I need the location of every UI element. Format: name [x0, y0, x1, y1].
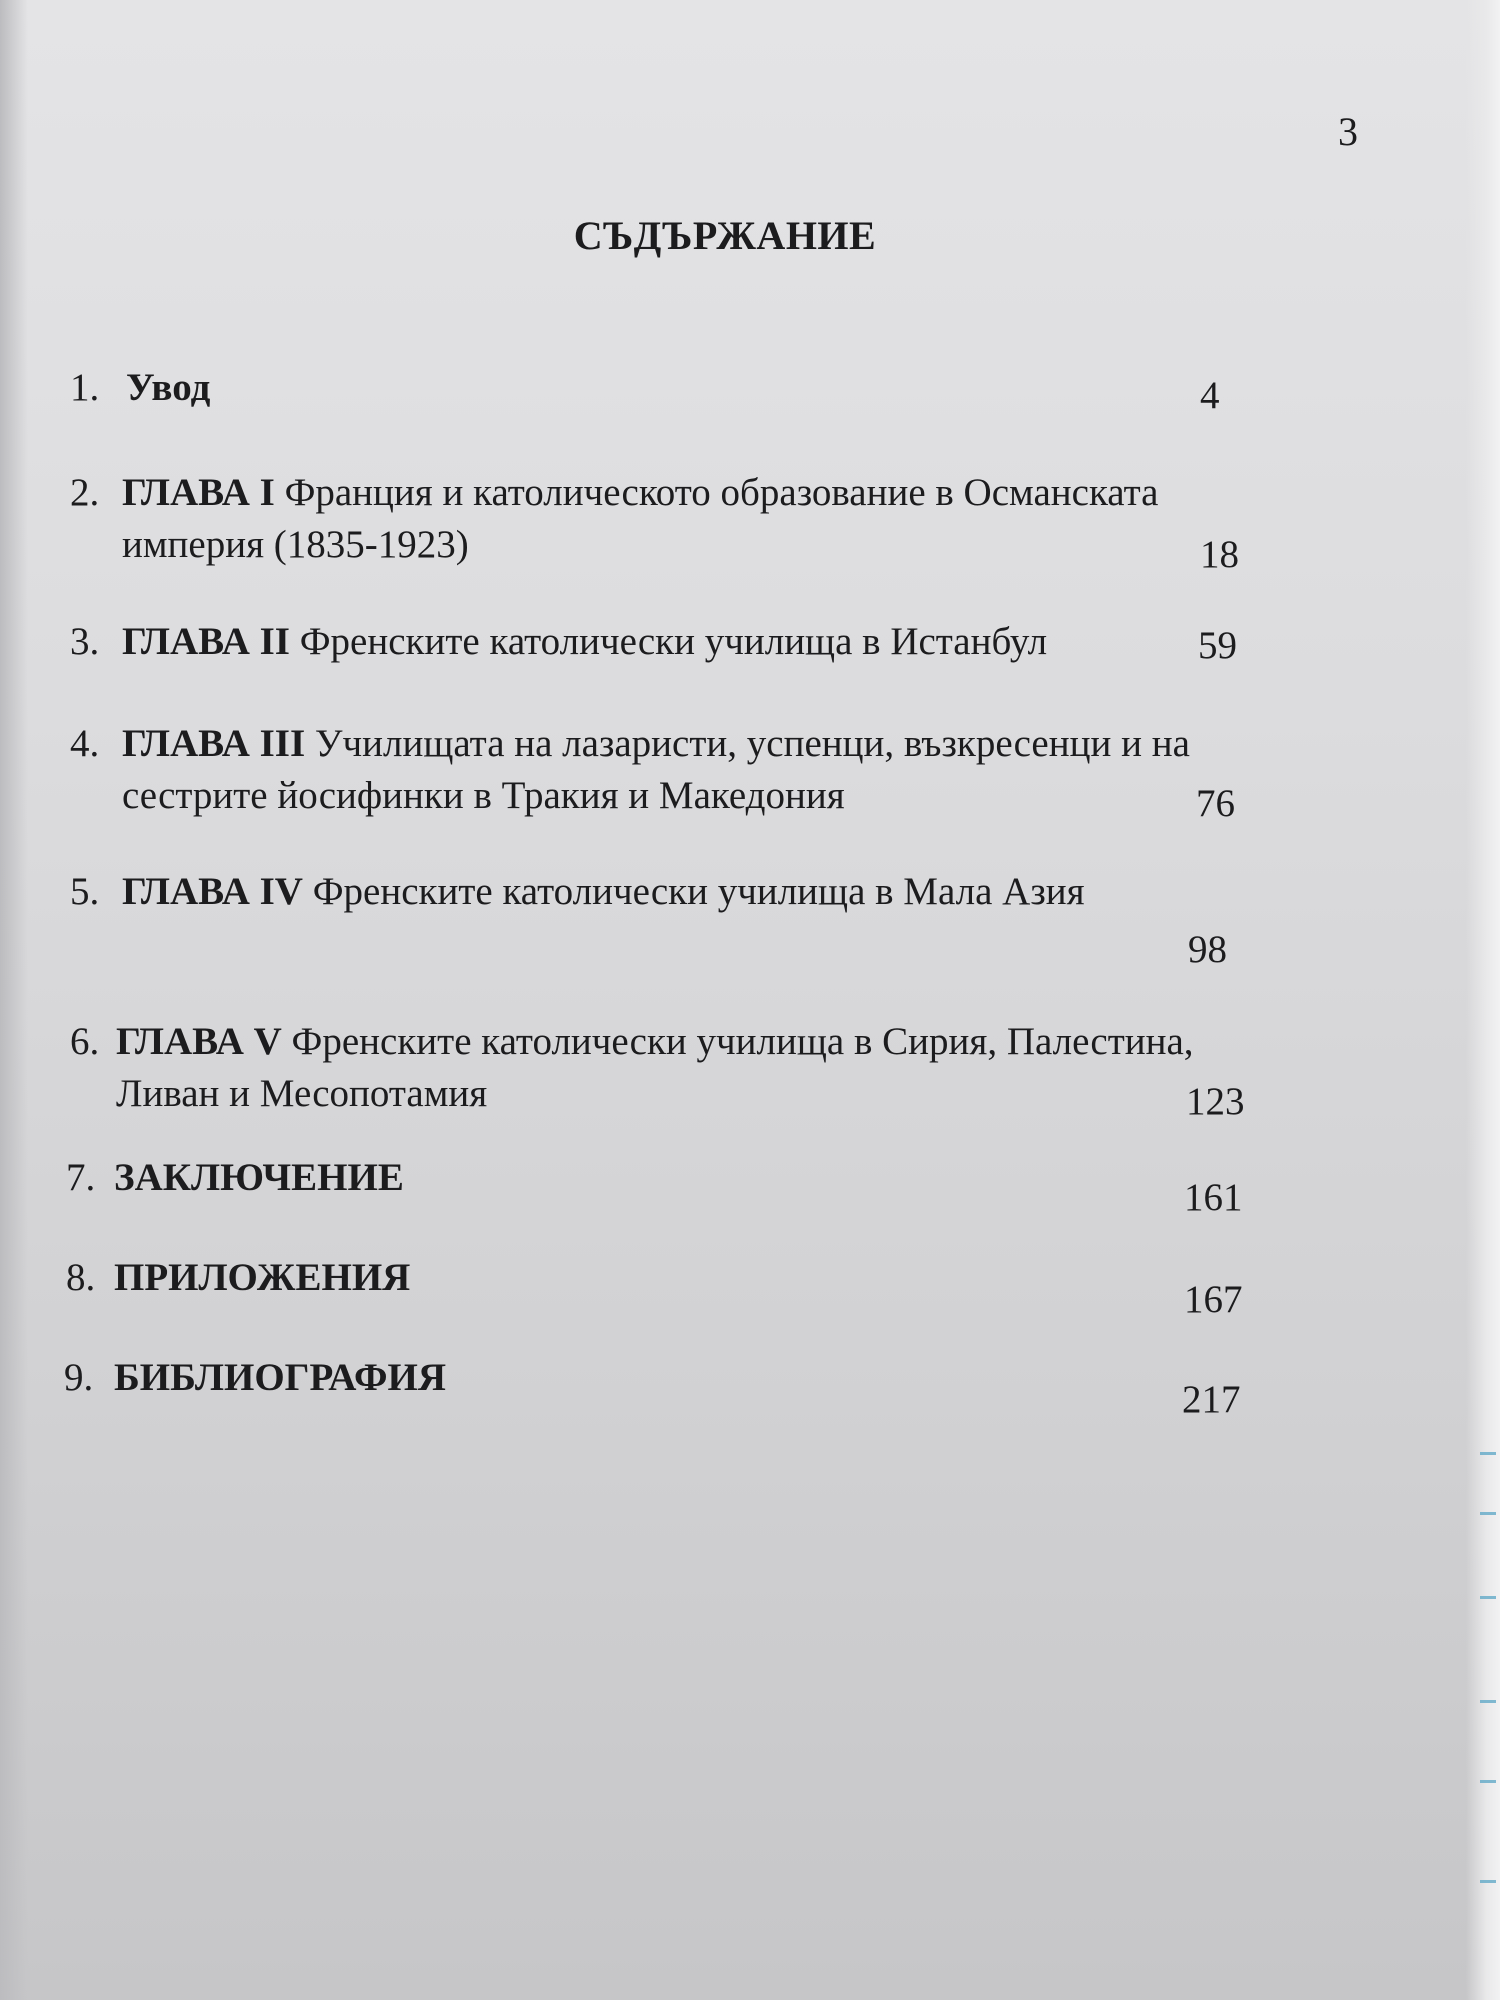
toc-entry-label: ГЛАВА V — [116, 1020, 282, 1063]
toc-entry-text-continued: империя (1835-1923) — [122, 523, 469, 566]
page-number: 3 — [1338, 109, 1358, 154]
toc-entry-number: 8. — [66, 1256, 96, 1299]
toc-entry-text-continued: Ливан и Месопотамия — [116, 1072, 488, 1115]
toc-entry-page: 98 — [1188, 928, 1227, 971]
toc-entry-number: 6. — [70, 1020, 100, 1063]
toc-entry-page: 161 — [1184, 1176, 1243, 1219]
toc-entry-title — [114, 1352, 1314, 1404]
toc-entry-number: 2. — [70, 471, 100, 514]
toc-entry-label: ГЛАВА IV — [122, 870, 303, 913]
page-edge — [1466, 0, 1500, 2000]
edge-mark — [1480, 1452, 1496, 1455]
edge-mark — [1480, 1880, 1496, 1883]
toc-entry-title — [122, 616, 1322, 668]
toc-entry-label: Увод — [126, 366, 211, 409]
edge-mark — [1480, 1596, 1496, 1599]
toc-entry-number: 7. — [66, 1156, 96, 1199]
toc-entry-title — [126, 362, 1326, 414]
toc-entry-number: 1. — [70, 366, 100, 409]
edge-mark — [1480, 1780, 1496, 1783]
toc-entry-page: 76 — [1196, 782, 1235, 825]
toc-entry-number: 4. — [70, 722, 100, 765]
edge-mark — [1480, 1700, 1496, 1703]
toc-heading: СЪДЪРЖАНИЕ — [573, 213, 877, 258]
toc-entry-label: ГЛАВА II — [122, 620, 290, 663]
toc-entry-page: 59 — [1198, 624, 1237, 667]
toc-entry-title — [122, 718, 1322, 822]
toc-entry-page: 4 — [1200, 374, 1220, 417]
toc-entry-number: 5. — [70, 870, 100, 913]
toc-entry-page: 217 — [1182, 1378, 1241, 1421]
toc-entry-title — [114, 1252, 1314, 1304]
toc-entry-label: БИБЛИОГРАФИЯ — [114, 1356, 447, 1399]
page-gutter-shadow — [0, 0, 28, 2000]
toc-entry-number: 3. — [70, 620, 100, 663]
toc-entry-text-continued: сестрите йосифинки в Тракия и Македония — [122, 774, 845, 817]
toc-entry-text: Училищата на лазаристи, успенци, възкресенци и на — [314, 722, 1190, 765]
toc-entry-text: Франция и католическото образование в Османската — [284, 471, 1159, 514]
toc-entry-title — [122, 467, 1322, 571]
toc-entry-title — [116, 1016, 1316, 1120]
toc-entry-label: ЗАКЛЮЧЕНИЕ — [114, 1156, 404, 1199]
toc-entry-page: 167 — [1184, 1278, 1243, 1321]
toc-entry-title — [114, 1152, 1314, 1204]
toc-entry-text: Френските католически училища в Мала Азия — [312, 870, 1085, 913]
toc-entry-label: ГЛАВА III — [122, 722, 306, 765]
toc-entry-label: ПРИЛОЖЕНИЯ — [114, 1256, 411, 1299]
toc-entry-label: ГЛАВА I — [122, 471, 275, 514]
toc-entry-title — [122, 866, 1322, 918]
toc-entry-text: Френските католически училища в Истанбул — [299, 620, 1048, 663]
toc-entry-page: 18 — [1200, 533, 1239, 576]
edge-mark — [1480, 1512, 1496, 1515]
toc-entry-text: Френските католически училища в Сирия, Палестина, — [291, 1020, 1194, 1063]
toc-entry-number: 9. — [64, 1356, 94, 1399]
toc-entry-page: 123 — [1186, 1080, 1245, 1123]
